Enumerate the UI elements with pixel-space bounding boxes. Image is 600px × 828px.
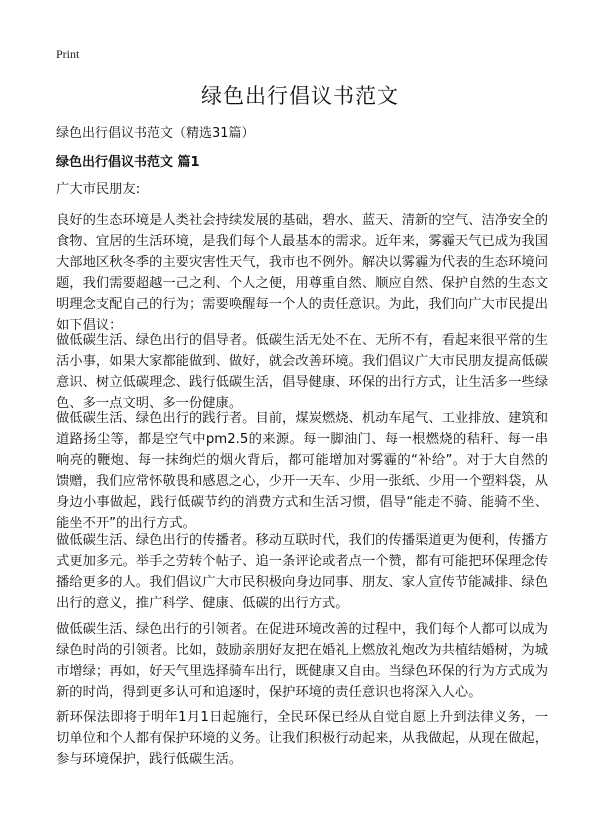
paragraph-6: 新环保法即将于明年1月1日起施行，全民环保已经从自觉自愿上升到法律义务，一切单位和个人都有保护环境的义务。让我们积极行动起来，从我做起，从现在做起，参与环境保护，践行低碳生活。 xyxy=(56,710,548,767)
paragraph-2: 做低碳生活、绿色出行的倡导者。低碳生活无处不在、无所不有，看起来很平常的生活小事，如果大家都能做到、做好，就会改善环境。我们倡议广大市民朋友提高低碳意识、树立低碳理念、践行低碳生活，倡导健康、环保的出行方式，让生活多一些绿色、多一点文明、多一份健康。 xyxy=(56,333,548,411)
paragraph-5: 做低碳生活、绿色出行的引领者。在促进环境改善的过程中，我们每个人都可以成为绿色时尚的引领者。比如，鼓励亲朋好友把在婚礼上燃放礼炮改为共植结婚树，为城市增绿；再如，好天气里选择骑车出行，既健康又自由。当绿色环保的行为方式成为新的时尚，得到更多认可和追逐时，保护环境的责任意识也将深入人心。 xyxy=(56,622,548,700)
print-label: Print xyxy=(56,47,80,61)
document-title: 绿色出行倡议书范文 xyxy=(201,84,399,108)
paragraph-3: 做低碳生活、绿色出行的践行者。目前，煤炭燃烧、机动车尾气、工业排放、建筑和道路扬尘等，都是空气中pm2.5的来源。每一脚油门、每一根燃烧的秸秆、每一串响亮的鞭炮、每一抹绚烂的烟火背后，都可能增加对雾霾的“补给”。对于大自然的馈赠，我们应常怀敬畏和感恩之心，少开一天车、少用一张纸、少用一个塑料袋，从身边小事做起，践行低碳节约的消费方式和生活习惯，倡导“能走不骑、能骑不坐、能坐不开”的出行方式。 xyxy=(56,411,548,531)
document-subtitle: 绿色出行倡议书范文（精选31篇） xyxy=(56,126,255,141)
section-heading: 绿色出行倡议书范文 篇1 xyxy=(56,155,200,170)
paragraph-4: 做低碳生活、绿色出行的传播者。移动互联时代，我们的传播渠道更为便利，传播方式更加多元。举手之劳转个帖子、追一条评论或者点一个赞，都有可能把环保理念传播给更多的人。我们倡议广大市民积极向身边同事、朋友、家人宣传节能减排、绿色出行的意义，推广科学、健康、低碳的出行方式。 xyxy=(56,533,548,611)
greeting: 广大市民朋友: xyxy=(56,182,141,197)
paragraph-1: 良好的生态环境是人类社会持续发展的基础，碧水、蓝天、清新的空气、洁净安全的食物、宜居的生活环境，是我们每个人最基本的需求。近年来，雾霾天气已成为我国大部地区秋冬季的主要灾害性天气，我市也不例外。解决以雾霾为代表的生态环境问题，我们需要超越一己之利、个人之便，用尊重自然、顺应自然、保护自然的生态文明理念支配自己的行为；需要唤醒每一个人的责任意识。为此，我们向广大市民提出如下倡议： xyxy=(56,213,548,333)
